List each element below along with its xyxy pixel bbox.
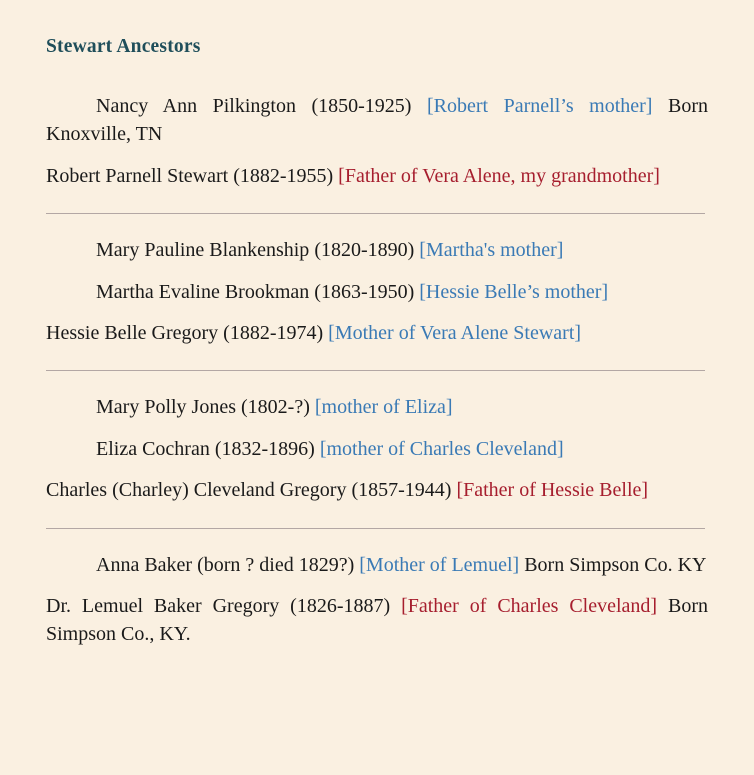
ancestor-relation-note: [mother of Eliza] xyxy=(314,396,453,419)
ancestor-line xyxy=(46,551,708,579)
ancestor-name: Martha Evaline Brookman xyxy=(96,280,310,303)
ancestor-dates: (1802-?) xyxy=(241,396,310,419)
ancestor-name: Hessie Belle Gregory xyxy=(46,321,219,344)
page-title: Stewart Ancestors xyxy=(46,36,201,57)
ancestor-line xyxy=(46,236,708,264)
ancestor-dates: (1832-1896) xyxy=(214,437,315,460)
ancestor-dates: (1857-1944) xyxy=(351,479,452,502)
ancestor-birthplace: Born Simpson Co. KY xyxy=(524,553,707,576)
ancestor-dates: (1882-1955) xyxy=(233,164,334,187)
ancestor-name: Anna Baker xyxy=(96,553,193,576)
ancestor-groups xyxy=(46,92,708,649)
ancestor-name: Eliza Cochran xyxy=(96,437,210,460)
ancestor-relation-note: [Father of Vera Alene, my grandmother] xyxy=(338,164,660,187)
ancestor-relation-note: [Martha's mother] xyxy=(419,239,564,262)
ancestor-group xyxy=(46,551,708,649)
ancestor-name: Robert Parnell Stewart xyxy=(46,164,229,187)
ancestor-dates: (1820-1890) xyxy=(314,239,415,262)
ancestor-group xyxy=(46,92,708,190)
ancestor-name: Dr. Lemuel Baker Gregory xyxy=(46,594,280,617)
ancestor-birthplace: Born Knoxville, TN xyxy=(46,95,708,146)
ancestor-line xyxy=(46,476,708,504)
ancestor-name: Mary Polly Jones xyxy=(96,396,236,419)
ancestor-dates: (1882-1974) xyxy=(223,321,324,344)
ancestor-relation-note: [mother of Charles Cleveland] xyxy=(319,437,564,460)
ancestor-relation-note: [Mother of Lemuel] xyxy=(359,553,520,576)
ancestor-dates: (1850-1925) xyxy=(311,95,412,117)
ancestor-line xyxy=(46,92,708,149)
ancestor-name: Charles (Charley) Cleveland Gregory xyxy=(46,479,347,502)
ancestor-dates: (born ? died 1829?) xyxy=(197,553,355,576)
ancestor-line xyxy=(46,319,708,347)
ancestor-dates: (1826-1887) xyxy=(290,594,391,617)
ancestor-dates: (1863-1950) xyxy=(314,280,415,303)
ancestor-name: Nancy Ann Pilkington xyxy=(96,95,296,117)
ancestor-relation-note: [Mother of Vera Alene Stewart] xyxy=(328,321,582,344)
ancestor-group xyxy=(46,236,708,347)
group-divider xyxy=(46,528,705,529)
ancestor-name: Mary Pauline Blankenship xyxy=(96,239,310,262)
ancestor-relation-note: [Robert Parnell’s mother] xyxy=(427,95,653,117)
ancestor-line xyxy=(46,162,708,190)
ancestor-relation-note: [Hessie Belle’s mother] xyxy=(419,280,609,303)
ancestor-line xyxy=(46,393,708,421)
group-divider xyxy=(46,213,705,214)
ancestor-line xyxy=(46,435,708,463)
ancestor-birthplace: Born Simpson Co., KY. xyxy=(46,594,708,646)
group-divider xyxy=(46,370,705,371)
ancestor-group xyxy=(46,393,708,504)
ancestor-relation-note: [Father of Charles Cleveland] xyxy=(401,594,658,617)
ancestor-relation-note: [Father of Hessie Belle] xyxy=(456,479,649,502)
ancestor-line xyxy=(46,278,708,306)
ancestor-line xyxy=(46,592,708,649)
